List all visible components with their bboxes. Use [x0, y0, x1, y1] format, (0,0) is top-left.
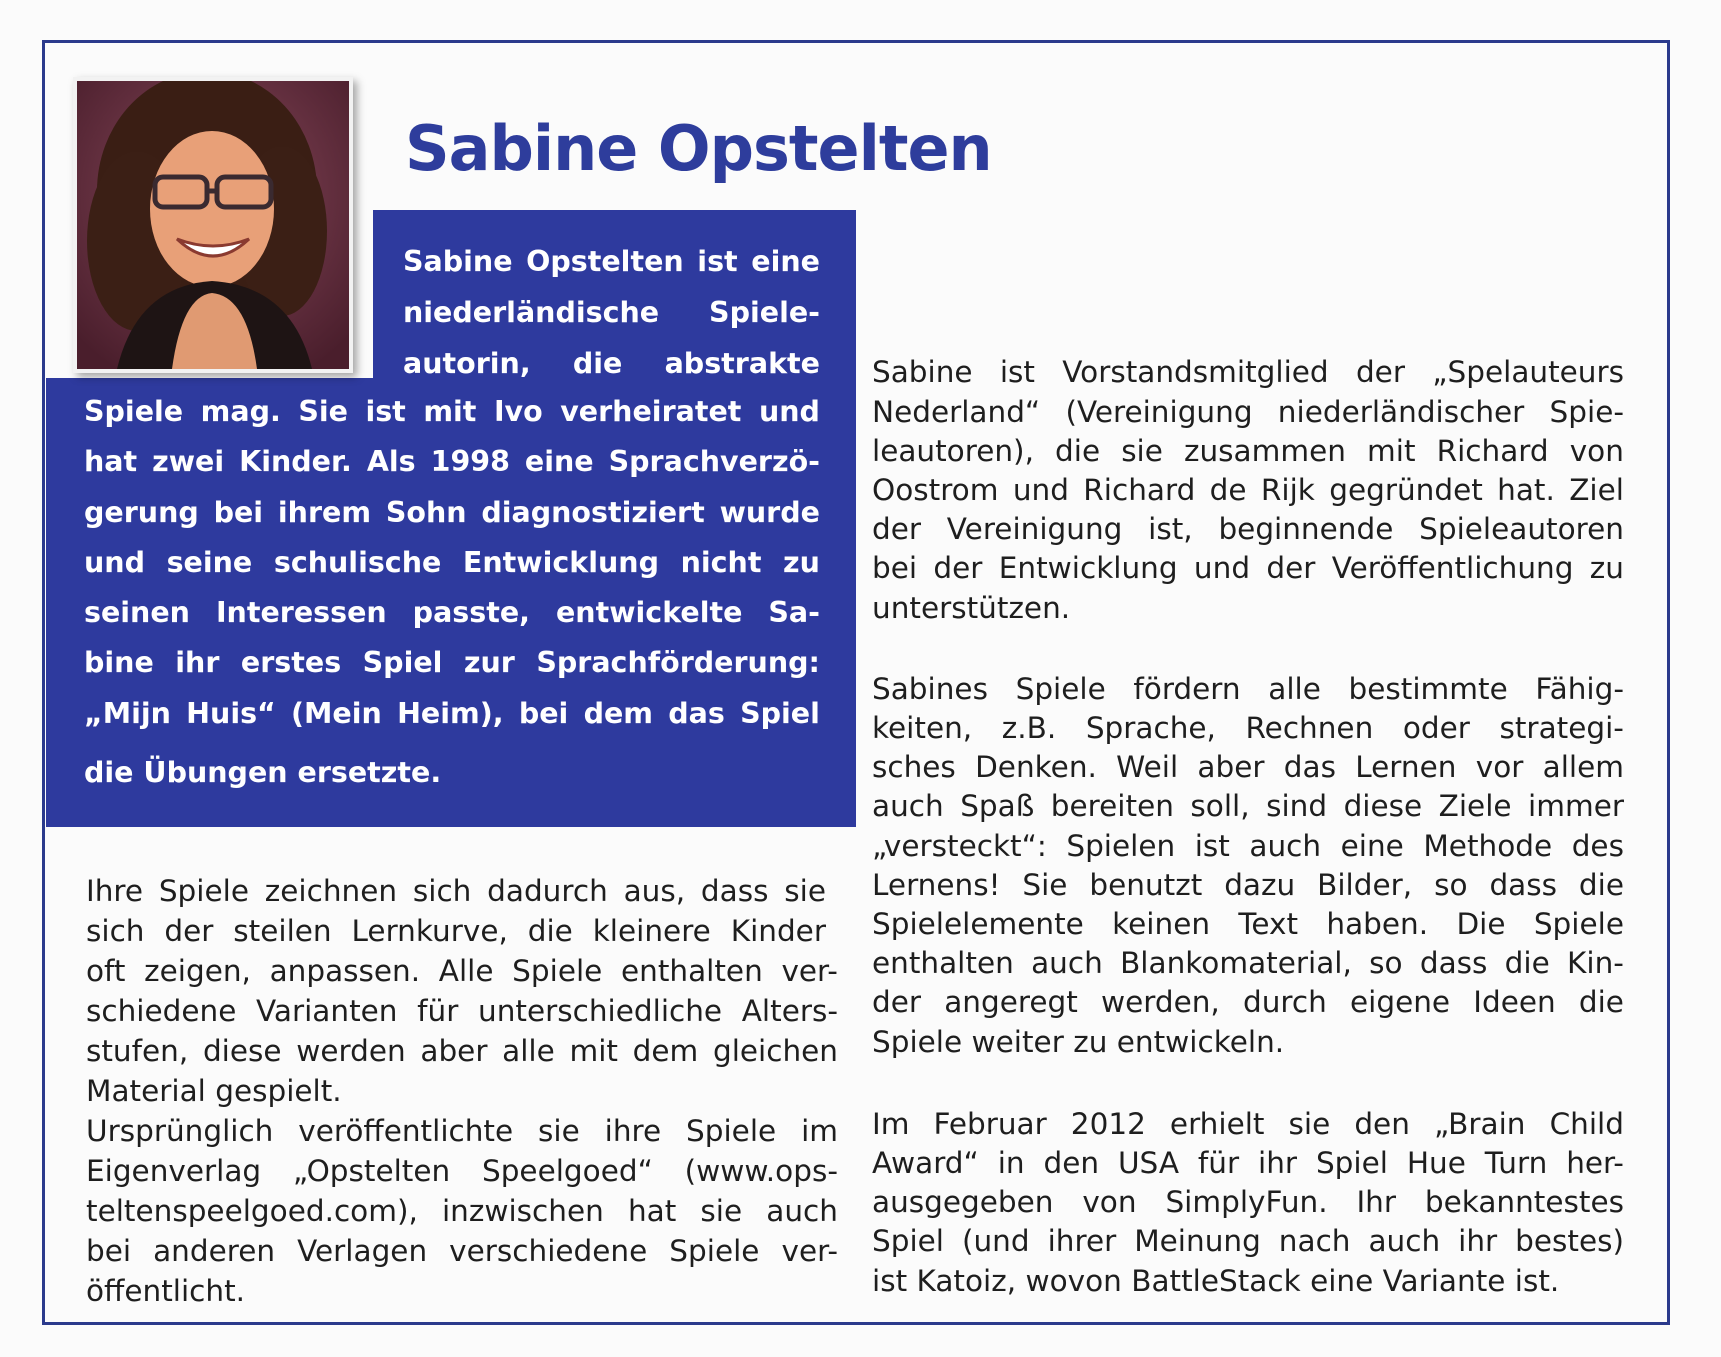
intro-line: die Übungen ersetzte. [84, 756, 442, 789]
intro-line: seinen Interessen passte, entwickelte Sa- [84, 596, 820, 629]
right-text-line: auch Spaß bereiten soll, sind diese Ziele immer [872, 789, 1624, 823]
right-text-line: bei der Entwicklung und der Veröffentlichung zu [872, 551, 1624, 585]
left-text-line: teltenspeelgoed.com), inzwischen hat sie auch [86, 1194, 838, 1228]
right-text-line: leautoren), die sie zusammen mit Richard von [872, 434, 1624, 468]
intro-line: bine ihr erstes Spiel zur Sprachförderung: [84, 646, 820, 679]
left-text-line: öffentlicht. [86, 1274, 246, 1308]
left-text-line: sich der steilen Lernkurve, die kleinere Kinder [86, 914, 826, 948]
page-title: Sabine Opstelten [405, 112, 992, 185]
right-text-line: Spielelemente keinen Text haben. Die Spiele [872, 907, 1624, 941]
right-text-line: der Vereinigung ist, beginnende Spieleautoren [872, 512, 1624, 546]
right-text-line: Award“ in den USA für ihr Spiel Hue Turn her- [872, 1146, 1624, 1180]
right-text-line: ist Katoiz, wovon BattleStack eine Variante ist. [872, 1264, 1560, 1298]
intro-line: niederländische Spiele- [403, 296, 820, 329]
intro-line: und seine schulische Entwicklung nicht zu [84, 546, 820, 579]
intro-line: Spiele mag. Sie ist mit Ivo verheiratet und [84, 395, 820, 428]
intro-line: „Mijn Huis“ (Mein Heim), bei dem das Spiel [84, 697, 820, 730]
intro-line: hat zwei Kinder. Als 1998 eine Sprachverzö- [84, 445, 820, 478]
right-text-line: keiten, z.B. Sprache, Rechnen oder strategi- [872, 711, 1624, 745]
intro-line: autorin, die abstrakte [403, 347, 820, 380]
left-text-line: Ihre Spiele zeichnen sich dadurch aus, dass sie [86, 874, 826, 908]
right-text-line: Oostrom und Richard de Rijk gegründet hat. Ziel [872, 473, 1624, 507]
right-text-line: Spiele weiter zu entwickeln. [872, 1025, 1285, 1059]
right-text-line: Im Februar 2012 erhielt sie den „Brain Child [872, 1107, 1624, 1141]
author-photo [73, 77, 353, 373]
right-text-line: Lernens! Sie benutzt dazu Bilder, so dass die [872, 868, 1624, 902]
right-text-line: Nederland“ (Vereinigung niederländischer Spie- [872, 395, 1624, 429]
right-text-line: sches Denken. Weil aber das Lernen vor allem [872, 750, 1624, 784]
right-text-line: Sabine ist Vorstandsmitglied der „Spelauteurs [872, 355, 1624, 389]
left-text-line: bei anderen Verlagen verschiedene Spiele ver- [86, 1234, 838, 1268]
right-text-line: enthalten auch Blankomaterial, so dass die Kin- [872, 946, 1624, 980]
intro-line: gerung bei ihrem Sohn diagnostiziert wurde [84, 496, 820, 529]
right-text-line: Sabines Spiele fördern alle bestimmte Fähig- [872, 672, 1624, 706]
left-text-line: Ursprünglich veröffentlichte sie ihre Spiele im [86, 1114, 838, 1148]
left-text-line: Eigenverlag „Opstelten Speelgoed“ (www.ops- [86, 1154, 838, 1188]
left-text-line: Material gespielt. [86, 1074, 342, 1108]
portrait-photo-icon [77, 81, 349, 369]
left-text-line: oft zeigen, anpassen. Alle Spiele enthalten ver- [86, 954, 838, 988]
intro-line: Sabine Opstelten ist eine [403, 245, 820, 278]
right-text-line: „versteckt“: Spielen ist auch eine Methode des [872, 829, 1624, 863]
right-text-line: Spiel (und ihrer Meinung nach auch ihr bestes) [872, 1224, 1624, 1258]
left-text-line: schiedene Varianten für unterschiedliche Alters- [86, 994, 838, 1028]
right-text-line: ausgegeben von SimplyFun. Ihr bekanntestes [872, 1185, 1624, 1219]
right-text-line: unterstützen. [872, 591, 1071, 625]
right-text-line: der angeregt werden, durch eigene Ideen die [872, 985, 1624, 1019]
left-text-line: stufen, diese werden aber alle mit dem gleichen [86, 1034, 838, 1068]
